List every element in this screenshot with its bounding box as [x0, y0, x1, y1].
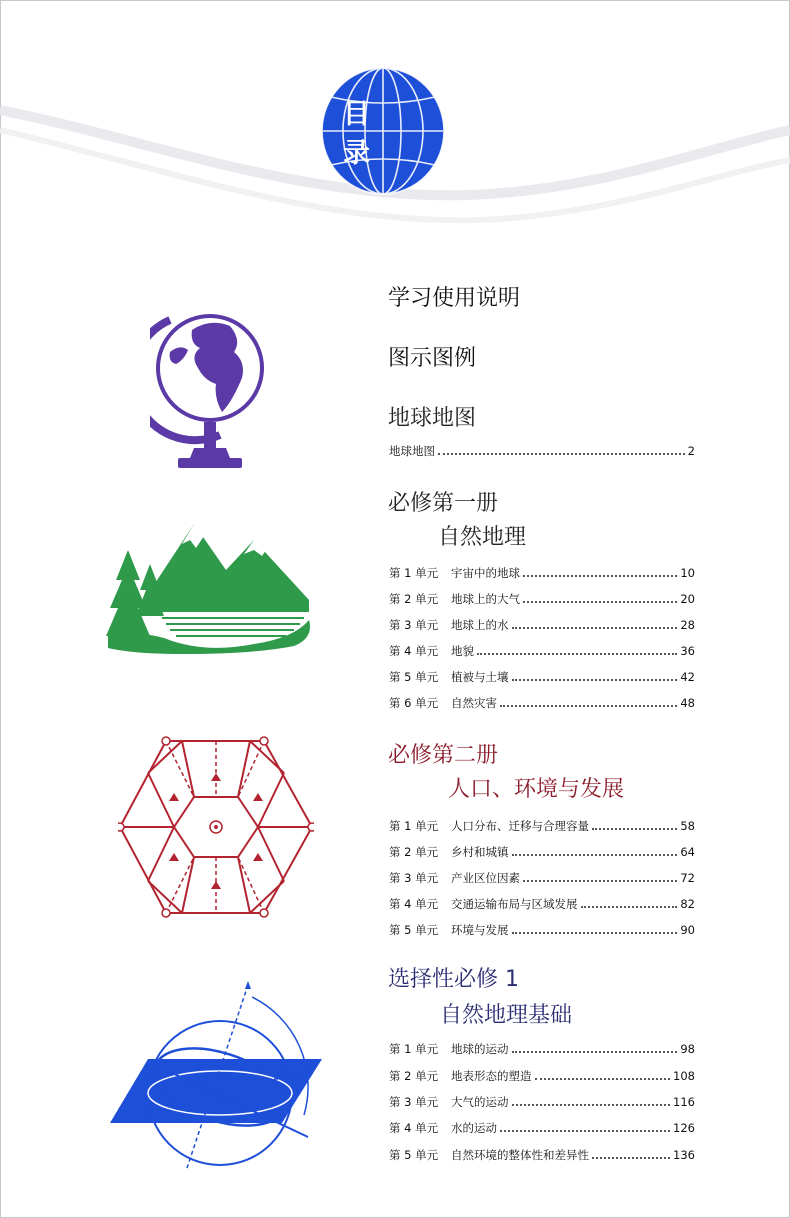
toc-row[interactable] — [389, 443, 695, 461]
unit-number: 第 3 单元 — [389, 618, 439, 632]
unit-name: 人口分布、迁移与合理容量 — [451, 819, 589, 833]
unit-page: 116 — [673, 1095, 695, 1109]
section-title-compulsory-2: 必修第二册 — [388, 743, 499, 768]
unit-name: 地球上的水 — [451, 618, 509, 632]
unit-page: 126 — [673, 1121, 695, 1135]
unit-number: 第 1 单元 — [389, 819, 439, 833]
unit-number: 第 5 单元 — [389, 670, 439, 684]
desk-globe-icon — [150, 300, 270, 472]
unit-number: 第 2 单元 — [389, 845, 439, 859]
mountain-lake-icon — [104, 520, 316, 654]
dot-leader — [512, 845, 678, 856]
toc-row[interactable] — [389, 896, 695, 914]
unit-page: 42 — [680, 670, 695, 684]
unit-number: 第 5 单元 — [389, 923, 439, 937]
unit-page: 36 — [680, 644, 695, 658]
dot-leader — [512, 1042, 678, 1053]
toc-row[interactable] — [389, 643, 695, 661]
unit-name: 乡村和城镇 — [451, 845, 509, 859]
unit-page: 72 — [680, 871, 695, 885]
unit-page: 58 — [680, 819, 695, 833]
unit-name: 植被与土壤 — [451, 670, 509, 684]
toc-row[interactable] — [389, 565, 695, 583]
unit-number: 第 4 单元 — [389, 897, 439, 911]
section-title-elective-1: 选择性必修 1 — [388, 967, 519, 992]
toc-row[interactable] — [389, 922, 695, 940]
dot-leader — [512, 618, 678, 629]
toc-row[interactable] — [389, 617, 695, 635]
unit-name: 大气的运动 — [451, 1095, 509, 1109]
dot-leader — [592, 819, 677, 830]
entry-legend[interactable]: 图示图例 — [388, 346, 477, 371]
toc-row[interactable] — [389, 1147, 695, 1165]
unit-page: 108 — [673, 1069, 695, 1083]
unit-name: 交通运输布局与区域发展 — [451, 897, 578, 911]
toc-row[interactable] — [389, 1041, 695, 1059]
dot-leader — [523, 592, 677, 603]
unit-page: 82 — [680, 897, 695, 911]
unit-number: 第 6 单元 — [389, 696, 439, 710]
unit-number: 第 3 单元 — [389, 871, 439, 885]
unit-number: 第 5 单元 — [389, 1148, 439, 1162]
unit-name: 地貌 — [451, 644, 474, 658]
page-title: 目 录 — [343, 99, 392, 169]
unit-page: 48 — [680, 696, 695, 710]
unit-number: 第 4 单元 — [389, 1121, 439, 1135]
unit-number: 第 1 单元 — [389, 1042, 439, 1056]
dot-leader — [500, 1121, 670, 1132]
dot-leader — [512, 923, 678, 934]
unit-page: 90 — [680, 923, 695, 937]
dot-leader — [512, 1095, 671, 1106]
dot-leader — [438, 444, 685, 455]
dot-leader — [500, 696, 677, 707]
toc-row[interactable] — [389, 1120, 695, 1138]
toc-row[interactable] — [389, 870, 695, 888]
unit-page: 98 — [680, 1042, 695, 1056]
unit-number: 第 3 单元 — [389, 1095, 439, 1109]
section-subtitle-physical-geography: 自然地理 — [438, 525, 527, 550]
earth-orbit-icon — [108, 975, 324, 1175]
dot-leader — [523, 566, 677, 577]
unit-name: 宇宙中的地球 — [451, 566, 520, 580]
entry-usage-guide[interactable]: 学习使用说明 — [388, 286, 521, 311]
dot-leader — [477, 644, 677, 655]
unit-name: 地球地图 — [389, 444, 435, 458]
unit-name: 水的运动 — [451, 1121, 497, 1135]
section-subtitle-population-environment: 人口、环境与发展 — [448, 777, 625, 802]
section-title-compulsory-1: 必修第一册 — [388, 491, 499, 516]
unit-number: 第 4 单元 — [389, 644, 439, 658]
toc-row[interactable] — [389, 1094, 695, 1112]
unit-page: 136 — [673, 1148, 695, 1162]
unit-name: 自然灾害 — [451, 696, 497, 710]
section-title-world-maps: 地球地图 — [388, 406, 477, 431]
hexagon-central-place-icon — [118, 735, 314, 919]
unit-name: 环境与发展 — [451, 923, 509, 937]
unit-page: 28 — [680, 618, 695, 632]
section-subtitle-physical-geography-basics: 自然地理基础 — [440, 1003, 573, 1028]
unit-page: 2 — [687, 444, 695, 458]
toc-row[interactable] — [389, 844, 695, 862]
toc-row[interactable] — [389, 669, 695, 687]
unit-page: 10 — [680, 566, 695, 580]
unit-name: 地表形态的塑造 — [451, 1069, 532, 1083]
unit-name: 产业区位因素 — [451, 871, 520, 885]
dot-leader — [535, 1069, 671, 1080]
unit-name: 地球的运动 — [451, 1042, 509, 1056]
toc-row[interactable] — [389, 695, 695, 713]
unit-number: 第 1 单元 — [389, 566, 439, 580]
unit-name: 自然环境的整体性和差异性 — [451, 1148, 589, 1162]
dot-leader — [523, 871, 677, 882]
unit-page: 64 — [680, 845, 695, 859]
unit-name: 地球上的大气 — [451, 592, 520, 606]
toc-row[interactable] — [389, 818, 695, 836]
toc-row[interactable] — [389, 591, 695, 609]
toc-row[interactable] — [389, 1068, 695, 1086]
dot-leader — [512, 670, 678, 681]
unit-number: 第 2 单元 — [389, 1069, 439, 1083]
unit-page: 20 — [680, 592, 695, 606]
dot-leader — [592, 1148, 670, 1159]
unit-number: 第 2 单元 — [389, 592, 439, 606]
dot-leader — [581, 897, 678, 908]
